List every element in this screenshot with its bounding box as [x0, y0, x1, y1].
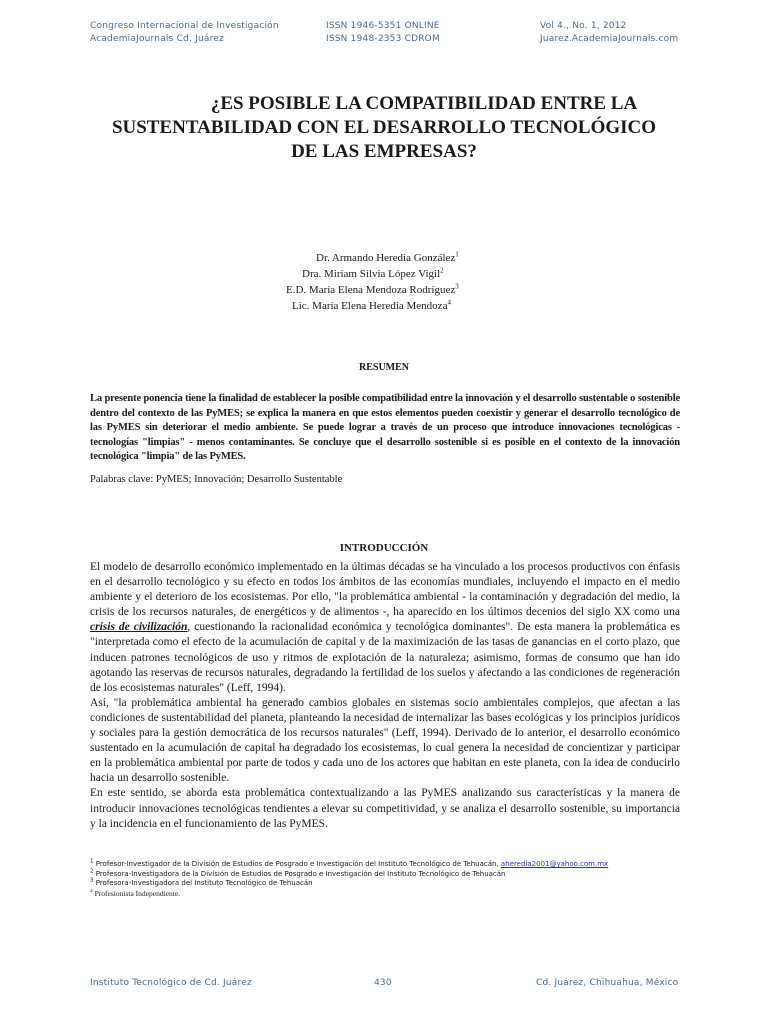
paragraph-text: , cuestionando la racionalidad económica y tecnológica dominantes". De esta manera la problemática es "interpretada como el efecto de la acumulación de capital y de la maximización de las tasas de ganancias en el corto plazo, que inducen patrones tecnológicos de uso y ritmos de explotación de la naturaleza; asimismo, formas de consumo que han ido agotando las reservas de recursos naturales, degradando la fertilidad de los suelos y afectando a las condiciones de regeneración de los ecosistemas naturales" (Leff, 1994). — [90, 621, 680, 694]
footnote-1 — [90, 860, 690, 870]
footnote-text: Profesora-Investigadora del Instituto Tecnológico de Tehuacán — [95, 879, 313, 887]
emphasis-crisis: crisis de civilización — [90, 621, 188, 634]
conference-name: Congreso Internacional de Investigación — [90, 21, 279, 31]
title-line-2: SUSTENTABILIDAD CON EL DESARROLLO TECNOLÓGICO — [111, 117, 657, 138]
footnote-number: 2 — [90, 868, 94, 875]
footnote-2 — [90, 870, 690, 880]
email-link[interactable]: aheredia2001@yahoo.com.mx — [500, 860, 609, 868]
introduction-body — [90, 560, 680, 832]
author-name: Dr. Armando Heredia González — [316, 252, 456, 264]
author-1 — [316, 250, 459, 266]
header-middle — [326, 20, 440, 46]
volume-info: Vol 4., No. 1, 2012 — [540, 21, 627, 31]
paragraph-1 — [90, 560, 680, 696]
author-name: Dra. Miriam Silvia López Vigil — [302, 268, 441, 280]
title-line-3: DE LAS EMPRESAS? — [291, 141, 477, 162]
page-number: 430 — [374, 978, 392, 988]
footnote-text: Profesor-Investigador de la División de Estudios de Posgrado e Investigación del Instituto Tecnológico de Tehuacán, — [95, 860, 501, 868]
footnote-number: 1 — [90, 858, 94, 865]
paragraph-2: Así, "la problemática ambiental ha generado cambios globales en sistemas socio ambientales complejos, que afectan a las condiciones de sustentabilidad del planeta, planteando la necesidad de internalizar las bases ecológicas y los principios jurídicos y sociales para la gestión democrática de los recursos naturales" (Leff, 1994). Derivado de lo anterior, el desarrollo económico sustentado en la acumulación de capital ha degradado los ecosistemas, lo cual genera la necesidad de concientizar y participar en la problemática ambiental por parte de todos y cada uno de los actores que habitan en este planeta, con la idea de conducirlo hacia un desarrollo sostenible. — [90, 696, 680, 785]
footnote-3 — [90, 879, 690, 889]
paper-title — [60, 92, 708, 164]
author-footnote-mark: 1 — [455, 250, 459, 259]
footnote-number: 3 — [90, 877, 94, 884]
author-footnote-mark: 3 — [455, 282, 459, 291]
paragraph-text: El modelo de desarrollo económico implementado en la últimas décadas se ha vinculado a los procesos productivos con énfasis en el desarrollo tecnológico y su efecto en todos los ámbitos de las economías mundiales, incluyendo el impacto en el medio ambiente y el deterioro de los ecosistemas. Por ello, "la problemática ambiental - la contaminación y degradación del medio, la crisis de los recursos naturales, de energéticos y de alimentos -, ha aparecido en los últimos decenios del siglo XX como una — [90, 561, 680, 619]
header-left — [90, 20, 279, 46]
author-footnote-mark: 4 — [447, 298, 451, 307]
journal-website: Juarez.AcademiaJournals.com — [540, 34, 679, 44]
author-name: Lic. María Elena Heredia Mendoza — [292, 300, 448, 312]
abstract-heading: RESUMEN — [358, 362, 409, 373]
author-footnote-mark: 2 — [440, 266, 444, 275]
publisher-name: AcademiaJournals Cd. Juárez — [90, 34, 224, 44]
footnote-text: Profesionista Independiente. — [94, 888, 181, 898]
introduction-heading: INTRODUCCIÓN — [339, 542, 429, 554]
footnotes — [90, 860, 690, 898]
paragraph-3: En este sentido, se aborda esta problemática contextualizando a las PyMES analizando sus características y la manera de introducir innovaciones tecnológicas tendientes a elevar su competitividad, y se analiza el desarrollo sostenible, su importancia y la incidencia en el funcionamiento de las PyMES. — [90, 787, 680, 830]
footnote-text: Profesora-Investigadora de la División de Estudios de Posgrado e Investigación del Instituto Tecnológico de Tehuacán — [95, 869, 506, 878]
header-right — [540, 20, 678, 46]
abstract-text: La presente ponencia tiene la finalidad de establecer la posible compatibilidad entre la innovación y el desarrollo sustentable o sostenible dentro del contexto de las PyMES; se explica la manera en que estos elementos pueden coexistir y generar el desarrollo tecnológico de las PyMES sin deteriorar el medio ambiente. Se puede lograr a través de un proceso que introduce innovaciones tecnológicas - tecnologías "limpias" - menos contaminantes. Se concluye que el desarrollo sostenible si es posible en el contexto de la innovación tecnológica "limpia" de las PyMES. — [90, 393, 680, 463]
keywords: Palabras clave: PyMES; Innovación; Desarrollo Sustentable — [90, 474, 343, 485]
issn-cdrom: ISSN 1948-2353 CDROM — [326, 34, 440, 44]
author-3 — [286, 282, 459, 298]
footnote-4 — [90, 889, 690, 899]
footer-institution: Instituto Tecnológico de Cd. Juárez — [90, 978, 252, 988]
title-line-1: ¿ES POSIBLE LA COMPATIBILIDAD ENTRE LA — [210, 93, 638, 114]
author-4 — [292, 298, 451, 314]
issn-online: ISSN 1946-5351 ONLINE — [326, 21, 440, 31]
author-name: E.D. María Elena Mendoza Rodríguez — [286, 284, 456, 296]
footnote-number: 4 — [90, 888, 93, 894]
author-2 — [302, 266, 444, 282]
footer-location: Cd. Juárez, Chihuahua, México — [536, 978, 679, 988]
